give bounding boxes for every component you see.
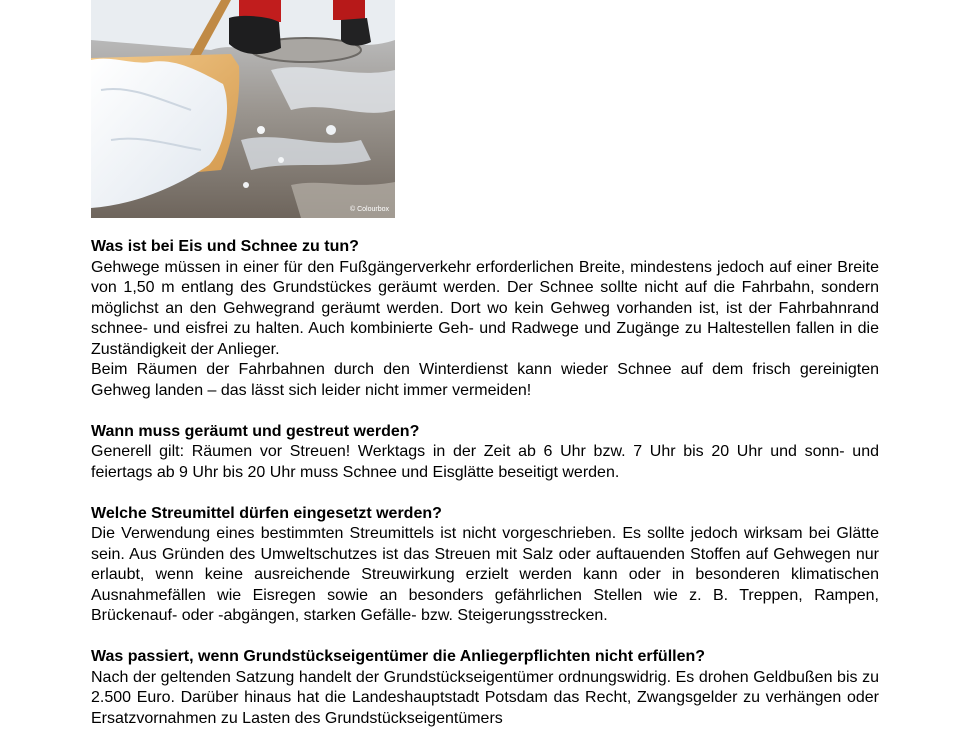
section-paragraph: Beim Räumen der Fahrbahnen durch den Winterdienst kann wieder Schnee auf dem frisch gereinigten Gehweg landen – das lässt sich leider nicht immer vermeiden!	[91, 361, 879, 399]
section-heading: Was ist bei Eis und Schnee zu tun?	[91, 238, 359, 255]
article-body	[91, 237, 879, 750]
section-heading: Was passiert, wenn Grundstückseigentümer die Anliegerpflichten nicht erfüllen?	[91, 648, 706, 665]
section-paragraph: Generell gilt: Räumen vor Streuen! Werktags in der Zeit ab 6 Uhr bzw. 7 Uhr bis 20 Uhr und sonn- und feiertags ab 9 Uhr bis 20 Uhr muss Schnee und Eisglätte beseitigt werden.	[91, 443, 879, 481]
section-paragraph: Gehwege müssen in einer für den Fußgängerverkehr erforderlichen Breite, mindestens jedoch auf einer Breite von 1,50 m entlang des Grundstückes geräumt werden. Der Schnee sollte nicht auf die Fahrbahn, sondern möglichst an den Gehwegrand geräumt werden. Dort wo kein Gehweg vorhanden ist, ist der Fahrbahnrand schnee- und eisfrei zu halten. Auch kombinierte Geh- und Radwege und Zugänge zu Haltestellen fallen in die Zuständigkeit der Anlieger.	[91, 258, 879, 358]
section-paragraph: Die Verwendung eines bestimmten Streumittels ist nicht vorgeschrieben. Es sollte jedoch wirksam bei Glätte sein. Aus Gründen des Umweltschutzes ist das Streuen mit Salz oder auftauenden Stoffen auf Gehwegen nur erlaubt, wenn keine ausreichende Streuwirkung erzielt werden kann oder in besonderen klimatischen Ausnahmefällen wie Eisregen sowie an besonders gefährlichen Stellen wie z. B. Treppen, Rampen, Brückenauf- oder -abgängen, starken Gefälle- bzw. Steigerungsstrecken.	[91, 525, 879, 624]
section-when	[91, 422, 879, 484]
section-heading: Welche Streumittel dürfen eingesetzt werden?	[91, 504, 442, 522]
section-gritting-agents	[91, 504, 879, 627]
section-paragraph: Nach der geltenden Satzung handelt der Grundstückseigentümer ordnungswidrig. Es drohen Geldbußen bis zu 2.500 Euro. Darüber hinaus hat die Landeshauptstadt Potsdam das Recht, Zwangsgelder zu verhängen oder Ersatzvornahmen zu Lasten des Grundstückseigentümers	[91, 668, 879, 727]
snow-shovel-photo	[91, 0, 395, 218]
photo-credit: © Colourbox	[349, 206, 389, 213]
section-ice-snow	[91, 237, 879, 401]
section-heading: Wann muss geräumt und gestreut werden?	[91, 422, 420, 440]
section-penalties	[91, 647, 879, 729]
